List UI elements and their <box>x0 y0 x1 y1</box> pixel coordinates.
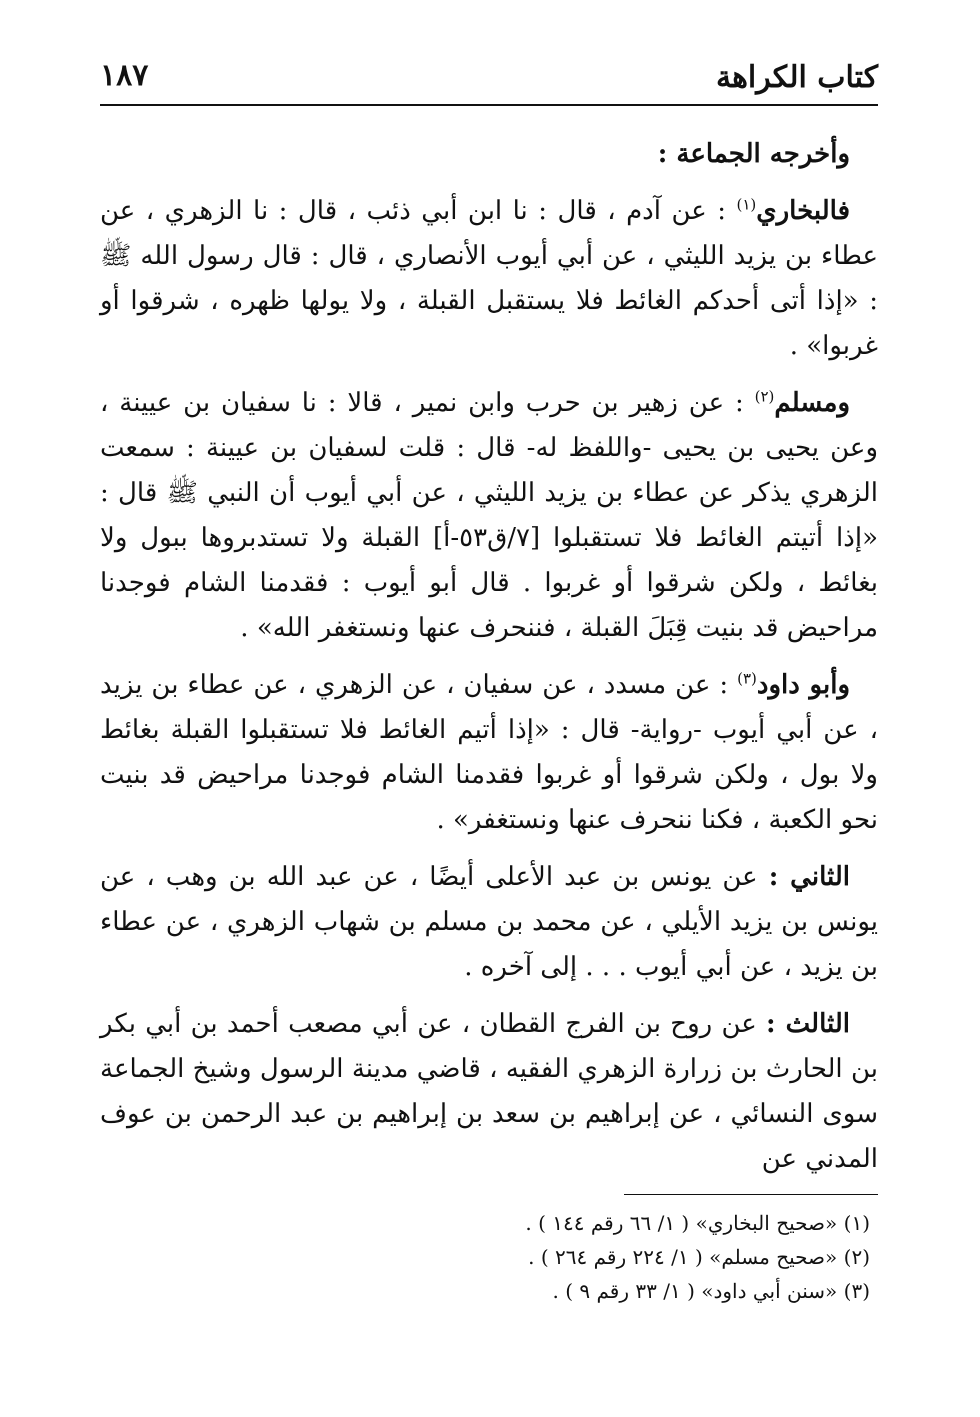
footnote-ref[interactable]: (١) <box>736 195 757 214</box>
paragraph-text: : عن مسدد ، عن سفيان ، عن الزهري ، عن عطاء بن يزيد ، عن أبي أيوب -رواية- قال : «إذا أتيم الغائط فلا تستقبلوا القبلة بغائط ولا بول ، ولكن شرقوا أو غربوا فقدمنا الشام فوجدنا مراحيض قد بنيت نحو الكعبة ، فكنا ننحرف عنها ونستغفر» . <box>100 670 878 835</box>
section-heading: وأخرجه الجماعة : <box>657 139 850 169</box>
footnote-item: (١) «صحيح البخاري» ( ١/ ٦٦ رقم ١٤٤ ) . <box>525 1211 870 1235</box>
paragraph-text: عن روح بن الفرج القطان ، عن أبي مصعب أحمد بن أبي بكر بن الحارث بن زرارة الزهري الفقيه ، قاضي مدينة الرسول وشيخ الجماعة سوى النسائي ، عن إبراهيم بن سعد بن إبراهيم بن عبد الرحمن بن عوف المدني عن <box>100 1009 878 1174</box>
footnote-ref[interactable]: (٣) <box>737 669 757 688</box>
page-number: ١٨٧ <box>100 58 149 93</box>
footnote-item: (٢) «صحيح مسلم» ( ١/ ٢٢٤ رقم ٢٦٤ ) . <box>528 1245 870 1269</box>
footnote-item: (٣) «سنن أبي داود» ( ١/ ٣٣ رقم ٩ ) . <box>552 1279 870 1303</box>
paragraph-bukhari <box>100 189 878 369</box>
paragraph-text: عن يونس بن عبد الأعلى أيضًا ، عن عبد الله بن وهب ، عن يونس بن يزيد الأيلي ، عن محمد بن مسلم بن شهاب الزهري ، عن عطاء بن يزيد ، عن أبي أيوب . . . إلى آخره . <box>100 862 878 982</box>
source-name: فالبخاري <box>756 196 850 226</box>
source-name: وأبو داود <box>756 670 851 700</box>
paragraph-second <box>100 855 878 990</box>
section-label: الثالث : <box>766 1009 851 1039</box>
section-label: الثاني : <box>768 862 850 892</box>
paragraph-third <box>100 1002 878 1182</box>
footnote-ref[interactable]: (٢) <box>754 387 775 406</box>
footnotes <box>100 1206 870 1308</box>
chapter-title: كتاب الكراهة <box>716 60 878 95</box>
footnote-divider <box>624 1194 878 1195</box>
header-divider <box>100 104 878 106</box>
main-text <box>100 132 878 1194</box>
paragraph-muslim <box>100 381 878 651</box>
paragraph-abudawud <box>100 663 878 843</box>
running-header <box>100 52 878 104</box>
paragraph-text: : عن آدم ، قال : نا ابن أبي ذئب ، قال : نا الزهري ، عن عطاء بن يزيد الليثي ، عن أبي أيوب الأنصاري ، قال : قال رسول الله ﷺ : «إذا أتى أحدكم الغائط فلا يستقبل القبلة ، ولا يولها ظهره ، شرقوا أو غربوا» . <box>100 196 878 361</box>
source-name: ومسلم <box>774 388 850 418</box>
paragraph-text: : عن زهير بن حرب وابن نمير ، قالا : نا سفيان بن عيينة ، وعن يحيى بن يحيى -واللفظ له- قال : قلت لسفيان بن عيينة : سمعت الزهري يذكر عن عطاء بن يزيد الليثي ، عن أبي أيوب أن النبي ﷺ قال : «إذا أتيتم الغائط فلا تستقبلوا [٧/ق٥٣-أ] القبلة ولا تستدبروها ببول ولا بغائط ، ولكن شرقوا أو غربوا . قال أبو أيوب : فقدمنا الشام فوجدنا مراحيض قد بنيت قِبَلَ القبلة ، فننحرف عنها ونستغفر الله» . <box>100 388 878 643</box>
